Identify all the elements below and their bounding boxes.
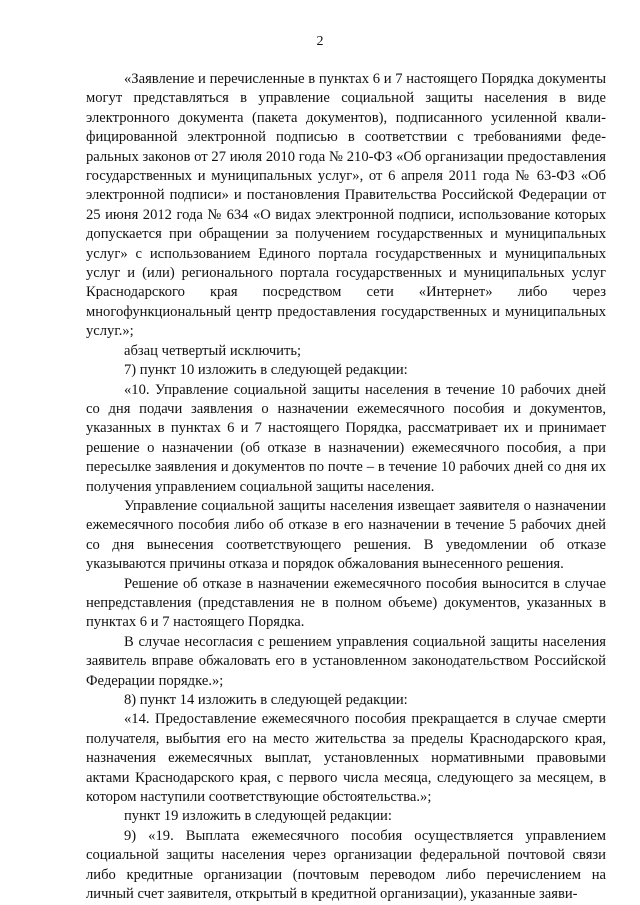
paragraph-appeal: В случае несогласия с решением управления социальной защиты населения заявитель вправе обжаловать его в установленном законодательством Российской Федерации порядке.»; (86, 633, 606, 689)
paragraph-item-10-heading: 7) пункт 10 изложить в следующей редакции: (124, 362, 408, 379)
paragraph-item-19-heading: пункт 19 изложить в следующей редакции: (124, 808, 392, 825)
paragraph-item-14-text: «14. Предоставление ежемесячного пособия прекращается в случае смерти получателя, выбытия его на место жительства за пределы Краснодарского края, назначения ежемесячных выплат, установленных нормативными правовыми актами Краснодарского края, с первого числа месяца, следующего за месяцем, в котором наступили соответствующие обстоятельства.»; (86, 711, 606, 806)
document-body (86, 70, 606, 904)
paragraph-item-10-text: «10. Управление социальной защиты населения в течение 10 рабочих дней со дня подачи заявления о назначении ежемесячного пособия и документов, указанных в пунктах 6 и 7 настоящего Порядка, рассматривает их и принимает решение о назначении (об отказе в назначении) ежемесячного пособия, а при пересылке заявления и документов по почте – в течение 10 рабочих дней со дня их получения управлением социальной защиты населения. (86, 381, 606, 495)
paragraph-refusal-decision: Решение об отказе в назначении ежемесячного пособия выносится в случае непредставления (представления не в полном объеме) документов, указанных в пунктах 6 и 7 настоящего Порядка. (86, 575, 606, 631)
paragraph-notification: Управление социальной защиты населения извещает заявителя о назначении ежемесячного пособия либо об отказе в его назначении в течение 5 рабочих дней со дня вынесения соответствующего решения. В уведомлении об отказе указываются причины отказа и порядок обжалования вынесенного решения. (86, 497, 606, 573)
paragraph-item-19-text: 9) «19. Выплата ежемесячного пособия осуществляется управлением социальной защиты населения через организации федеральной почтовой связи либо кредитные организации (почтовым переводом либо перечислением на личный счет заявителя, открытый в кредитной организации), указанные заяви- (86, 827, 606, 903)
paragraph-fourth-paragraph-excluded: абзац четвертый исключить; (124, 342, 302, 359)
paragraph-item-14-heading: 8) пункт 14 изложить в следующей редакции: (124, 692, 408, 708)
paragraph-electronic-application: «Заявление и перечисленные в пунктах 6 и 7 настоящего Порядка документы могут представляться в управление социальной защиты населения в виде электронного документа (пакета документов), подписанного усиленной квалифицированной электронной подписью в соответствии с требованиями федеральных законов от 27 июля 2010 года № 210-ФЗ «Об организации предоставления государственных и муниципальных услуг», от 6 апреля 2011 года № 63-ФЗ «Об электронной подписи» и постановления Правительства Российской Федерации от 25 июня 2012 года № 634 «О видах электронной подписи, использование которых допускается при обращении за получением государственных и муниципальных услуг» с использованием Единого портала государственных и муниципальных услуг и (или) регионального портала государственных и муниципальных услуг Краснодарского края посредством сети «Интернет» либо через многофункциональный центр предоставления государственных и муниципальных услуг.»; (86, 71, 606, 340)
page-number: 2 (316, 34, 324, 49)
